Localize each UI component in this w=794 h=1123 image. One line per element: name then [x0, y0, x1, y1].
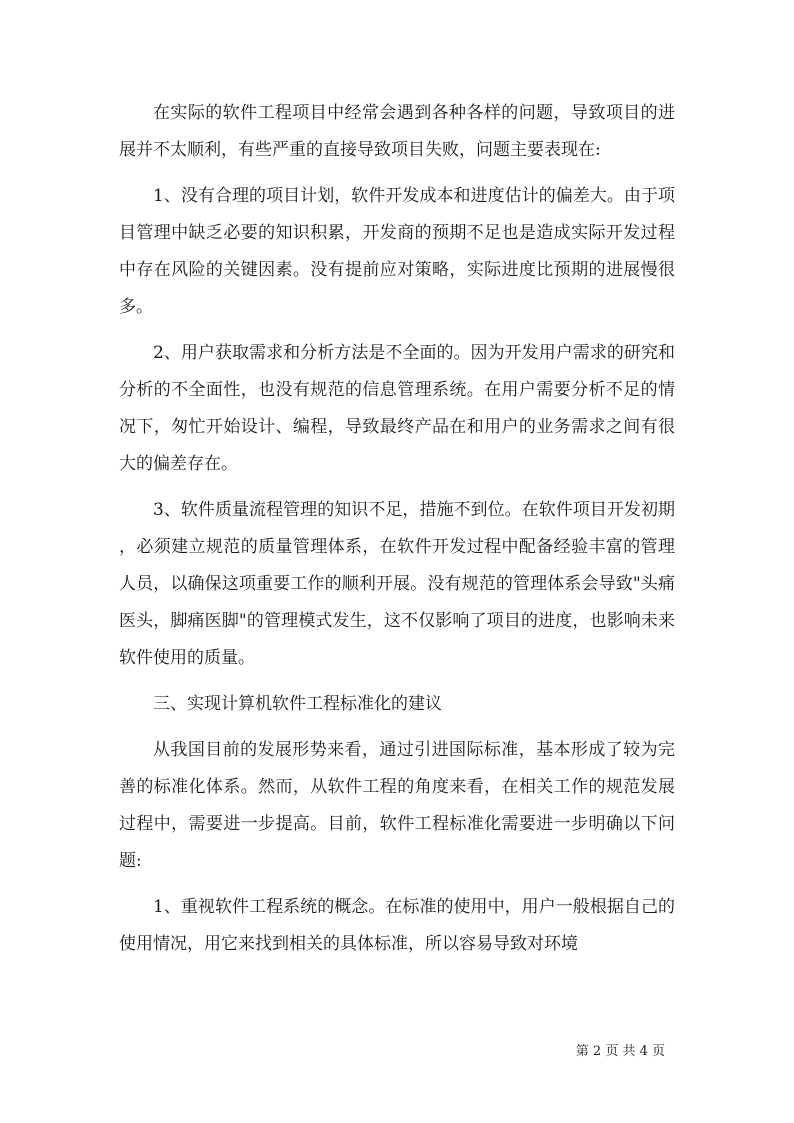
- paragraph-problem-3: 3、软件质量流程管理的知识不足，措施不到位。在软件项目开发初期，必须建立规范的质量管理体系，在软件开发过程中配备经验丰富的管理人员，以确保这项重要工作的顺利开展。没有规范的管理体系会导致"头痛医头，脚痛医脚"的管理模式发生，这不仅影响了项目的进度，也影响未来软件使用的质量。: [119, 500, 675, 668]
- paragraph-problem-2: 2、用户获取需求和分析方法是不全面的。因为开发用户需求的研究和分析的不全面性，也没有规范的信息管理系统。在用户需要分析不足的情况下，匆忙开始设计、编程，导致最终产品在和用户的业务需求之间有很大的偏差存在。: [119, 343, 675, 474]
- paragraph-problem-1: 1、没有合理的项目计划，软件开发成本和进度估计的偏差大。由于项目管理中缺乏必要的知识积累，开发商的预期不足也是造成实际开发过程中存在风险的关键因素。没有提前应对策略，实际进度比预期的进展慢很多。: [119, 186, 675, 317]
- page-number-footer: 第 2 页 共 4 页: [575, 1044, 665, 1059]
- section-heading: 三、实现计算机软件工程标准化的建议: [153, 694, 442, 714]
- paragraph-suggestion-1: 1、重视软件工程系统的概念。在标准的使用中，用户一般根据自己的使用情况，用它来找到相关的具体标准，所以容易导致对环境: [119, 897, 675, 954]
- paragraph-standardization: 从我国目前的发展形势来看，通过引进国际标准，基本形成了较为完善的标准化体系。然而，从软件工程的角度来看，在相关工作的规范发展过程中，需要进一步提高。目前，软件工程标准化需要进一步明确以下问题:: [119, 740, 675, 871]
- paragraph-intro: 在实际的软件工程项目中经常会遇到各种各样的问题，导致项目的进展并不太顺利，有些严重的直接导致项目失败，问题主要表现在:: [119, 103, 675, 160]
